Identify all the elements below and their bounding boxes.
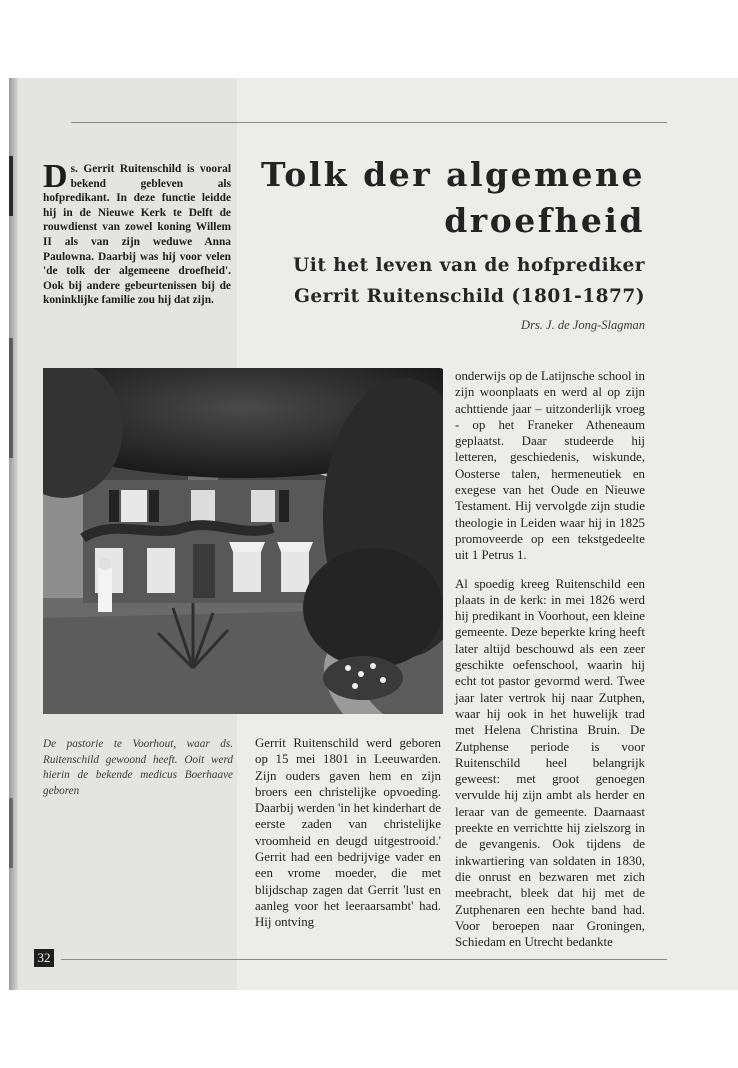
author-byline: Drs. J. de Jong-Slagman <box>521 318 645 332</box>
photo-caption: De pastorie te Voorhout, waar ds. Ruitenschild gewoond heeft. Ooit werd hierin de bekende medicus Boerhaave geboren <box>43 738 233 797</box>
intro-paragraph <box>43 158 231 308</box>
body-paragraph: Al spoedig kreeg Ruitenschild een plaats in de kerk: in mei 1826 werd hij predikant in Voorhout, een kleine gemeente. Deze beperkte kring heeft later altijd beschouwd als een zeer geschikte oefenschool, waarin hij echt tot pastor gevormd werd. Twee jaar later vertrok hij naar Zutphen, waar hij ook in het huwelijk trad met Helena Christina Bruin. De Zutphense periode is voor Ruitenschild heel belangrijk geweest: met groot genoegen vervulde hij zijn ambt als herder en leraar van de gemeente. Daarnaast preekte en verrichtte hij zielszorg in de gevangenis. Ook tijdens de inkwartiering van soldaten in 1830, die onrust en bezwaren met zich meebracht, bleek dat hij met de Zutphenaren een hechte band had. Voor beroepen naar Groningen, Schiedam en Utrecht bedankte <box>455 576 645 950</box>
magazine-page <box>9 78 738 990</box>
title-line-1: Tolk der algemene <box>260 155 645 194</box>
drop-cap: D <box>43 158 68 195</box>
intro-text: s. Gerrit Ruitenschild is vooral bekend gebleven als hofpredikant. In deze functie leidde hij in de Nieuwe Kerk te Delft de rouwdienst van zowel koning Willem II als van zijn weduwe Anna Paulowna. Daarbij was hij voor velen 'de tolk der algemeene droefheid'. Ook bij andere gebeurtenissen bij de koninklijke familie zou hij dat zijn. <box>43 163 231 307</box>
bottom-rule <box>61 959 667 960</box>
page-number: 32 <box>34 949 54 967</box>
body-column-2 <box>455 368 645 962</box>
title-line-2: droefheid <box>444 201 645 240</box>
body-column-1 <box>255 735 441 943</box>
parsonage-photo <box>43 368 443 714</box>
body-paragraph: onderwijs op de Latijnsche school in zijn woonplaats en werd al op zijn achttiende jaar – uitzonderlijk vroeg - op het Franeker Atheneaum geplaatst. Daar studeerde hij letteren, geschiedenis, wiskunde, Oosterse talen, hermeneutiek en exegese van het Oude en Nieuwe Testament. Hij vervolgde zijn studie theologie in Leiden waar hij in 1825 promoveerde op een tekstgedeelte uit 1 Petrus 1. <box>455 369 645 563</box>
spine-shadow <box>9 338 13 458</box>
subtitle-line-2: Gerrit Ruitenschild (1801-1877) <box>294 286 645 307</box>
spine-shadow <box>9 156 13 216</box>
subtitle-line-1: Uit het leven van de hofprediker <box>293 255 645 276</box>
article-title <box>239 152 645 244</box>
spine-shadow <box>9 798 13 868</box>
body-paragraph: Gerrit Ruitenschild werd geboren op 15 mei 1801 in Leeuwarden. Zijn ouders gaven hem en zijn broers een christelijke opvoeding. Daarbij werden 'in het kinderhart de eerste zaden van christelijke vroomheid en deugd uitgestrooid.' Gerrit had een bedrijvige vader en een vrome moeder, die met blijdschap zagen dat Gerrit 'lust en aanleg voor het leeraarsambt' had. Hij ontving <box>255 736 441 930</box>
article-subtitle <box>239 250 645 312</box>
top-rule <box>71 122 667 123</box>
